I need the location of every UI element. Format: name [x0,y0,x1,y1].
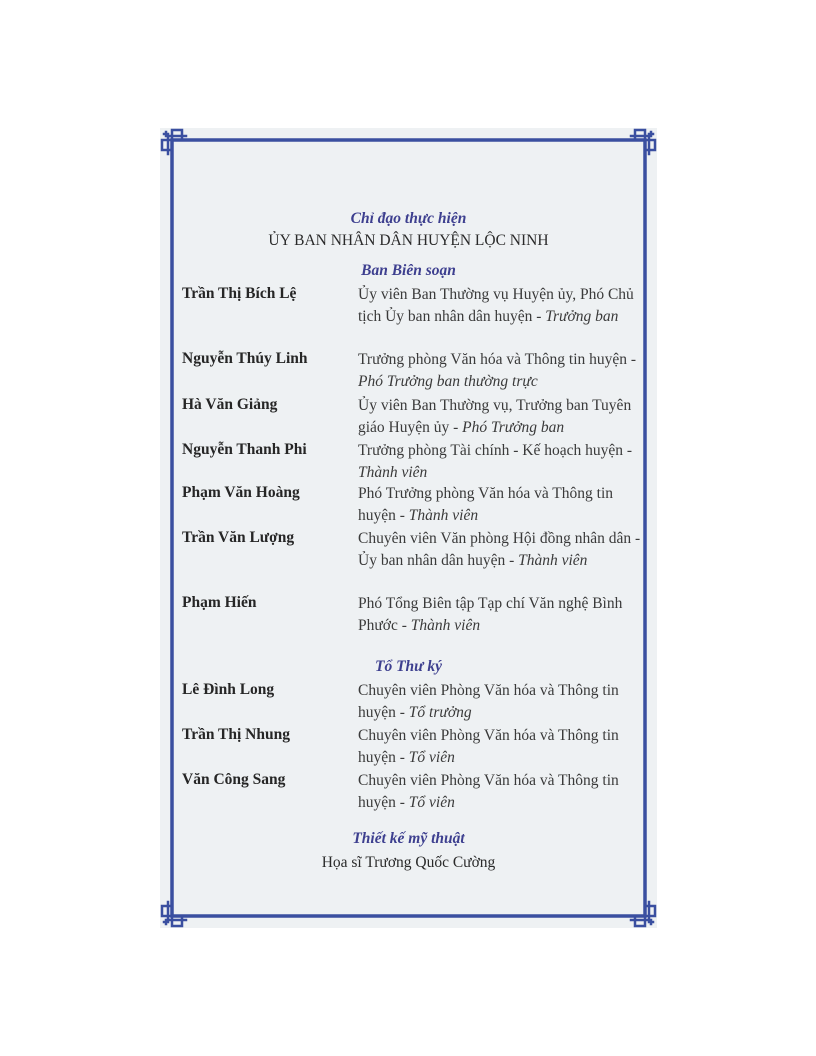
member-name: Trần Thị Nhung [182,726,290,743]
member-role: Ủy viên Ban Thường vụ, Trưởng ban Tuyên giáo Huyện ủy - Phó Trưởng ban [358,397,632,436]
credits-content [160,128,657,928]
member-name: Hà Văn Giảng [182,396,278,413]
direction-org: ỦY BAN NHÂN DÂN HUYỆN LỘC NINH [268,232,549,249]
member-name: Phạm Hiến [182,594,257,611]
member-name: Văn Công Sang [182,771,286,788]
member-role: Phó Tổng Biên tập Tạp chí Văn nghệ Bình Phước - Thành viên [358,595,623,634]
member-role: Phó Trưởng phòng Văn hóa và Thông tin huyện - Thành viên [358,485,614,524]
design-heading: Thiết kế mỹ thuật [352,830,465,847]
member-name: Phạm Văn Hoàng [182,484,300,501]
direction-heading: Chỉ đạo thực hiện [350,210,467,227]
member-role: Trưởng phòng Tài chính - Kế hoạch huyện - Thành viên [358,442,633,481]
member-role: Chuyên viên Phòng Văn hóa và Thông tin huyện - Tổ trưởng [358,682,619,721]
design-credit: Họa sĩ Trương Quốc Cường [321,854,496,871]
member-role: Ủy viên Ban Thường vụ Huyện ủy, Phó Chủ tịch Ủy ban nhân dân huyện - Trưởng ban [358,286,634,325]
member-role: Chuyên viên Phòng Văn hóa và Thông tin huyện - Tổ viên [358,727,619,766]
secretariat-heading: Tổ Thư ký [375,658,442,675]
member-name: Lê Đình Long [182,681,275,698]
member-role: Trưởng phòng Văn hóa và Thông tin huyện - Phó Trưởng ban thường trực [358,351,637,390]
member-name: Trần Văn Lượng [182,529,295,546]
member-name: Nguyễn Thúy Linh [182,350,308,367]
book-page [160,128,657,928]
member-name: Nguyễn Thanh Phi [182,441,307,458]
member-role: Chuyên viên Phòng Văn hóa và Thông tin huyện - Tổ viên [358,772,619,811]
editorial-board-heading: Ban Biên soạn [361,262,456,279]
member-name: Trần Thị Bích Lệ [182,285,297,302]
member-role: Chuyên viên Văn phòng Hội đồng nhân dân - Ủy ban nhân dân huyện - Thành viên [358,530,641,569]
